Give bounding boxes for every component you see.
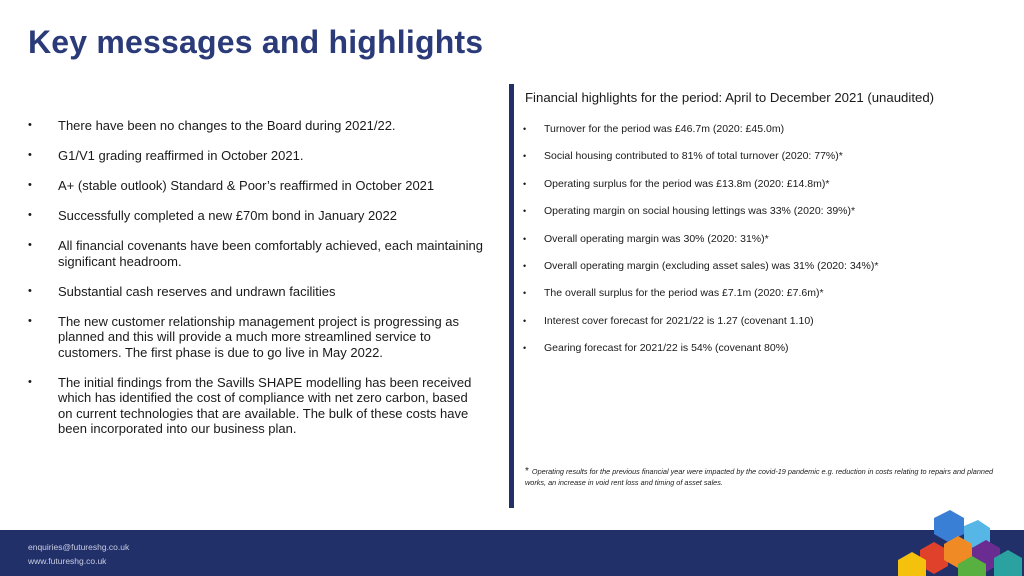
- bullet-icon: •: [523, 288, 527, 299]
- page-title: Key messages and highlights: [28, 24, 484, 60]
- list-item: • A+ (stable outlook) Standard & Poor’s reaffirmed in October 2021: [28, 178, 435, 193]
- footer-bar: [0, 530, 1024, 576]
- list-item: • Operating margin on social housing lettings was 33% (2020: 39%)*: [523, 205, 856, 218]
- list-item: • Turnover for the period was £46.7m (2020: £45.0m): [523, 123, 785, 135]
- vertical-divider: [509, 84, 514, 508]
- bullet-icon: •: [28, 179, 32, 191]
- bullet-icon: •: [523, 178, 527, 189]
- key-messages-list: [24, 118, 484, 451]
- bullet-icon: •: [523, 151, 527, 162]
- list-item: • Gearing forecast for 2021/22 is 54% (covenant 80%): [523, 342, 789, 355]
- bullet-icon: •: [28, 375, 32, 388]
- footer-website-link[interactable]: www.futureshg.co.uk: [28, 556, 107, 566]
- bullet-icon: •: [28, 149, 32, 161]
- bullet-icon: •: [523, 124, 527, 134]
- list-item: • Operating surplus for the period was £13.8m (2020: £14.8m)*: [523, 177, 830, 190]
- bullet-icon: •: [28, 314, 32, 327]
- footnote-text: Operating results for the previous financial year were impacted by the covid-19 pandemic e.g. reduction in costs relating to repairs and planned works, an increase in void rent loss and timing of asset sales.: [525, 467, 994, 487]
- footnote-marker: *: [525, 466, 529, 477]
- company-logo-icon: [894, 508, 1024, 576]
- bullet-icon: •: [523, 260, 527, 271]
- bullet-icon: •: [523, 315, 527, 326]
- list-item: • The overall surplus for the period was £7.1m (2020: £7.6m)*: [523, 287, 824, 300]
- list-item: • Interest cover forecast for 2021/22 is 1.27 (covenant 1.10): [523, 314, 814, 327]
- bullet-icon: •: [28, 284, 32, 297]
- list-item: • All financial covenants have been comfortably achieved, each maintaining significant headroom.: [28, 238, 483, 269]
- list-item: • Successfully completed a new £70m bond in January 2022: [28, 208, 397, 223]
- bullet-icon: •: [523, 206, 527, 217]
- list-item: • The initial findings from the Savills SHAPE modelling has been received which has identified the cost of compliance with net zero carbon, based on current technologies that are available. The bulk of these costs have been incorporated into our business plan.: [28, 374, 472, 436]
- bullet-icon: •: [28, 209, 32, 221]
- list-item: • Overall operating margin was 30% (2020: 31%)*: [523, 232, 769, 245]
- list-item: • Substantial cash reserves and undrawn facilities: [28, 283, 336, 299]
- list-item: • The new customer relationship management project is progressing as planned and this will provide a much more streamlined service to customers. The first phase is due to go live in May 2022.: [28, 313, 460, 360]
- list-item: • Overall operating margin (excluding asset sales) was 31% (2020: 34%)*: [523, 259, 879, 272]
- bullet-icon: •: [523, 233, 527, 244]
- list-item: • There have been no changes to the Board during 2021/22.: [28, 118, 396, 133]
- bullet-icon: •: [523, 343, 527, 354]
- list-item: • Social housing contributed to 81% of total turnover (2020: 77%)*: [523, 150, 843, 163]
- bullet-icon: •: [28, 119, 32, 131]
- financial-highlights-list: [522, 123, 1002, 370]
- footer-email-link[interactable]: enquiries@futureshg.co.uk: [28, 542, 130, 552]
- list-item: • G1/V1 grading reaffirmed in October 2021.: [28, 148, 304, 163]
- footnote: [525, 466, 1000, 488]
- bullet-icon: •: [28, 239, 32, 251]
- financial-highlights-heading: Financial highlights for the period: April to December 2021 (unaudited): [525, 90, 935, 105]
